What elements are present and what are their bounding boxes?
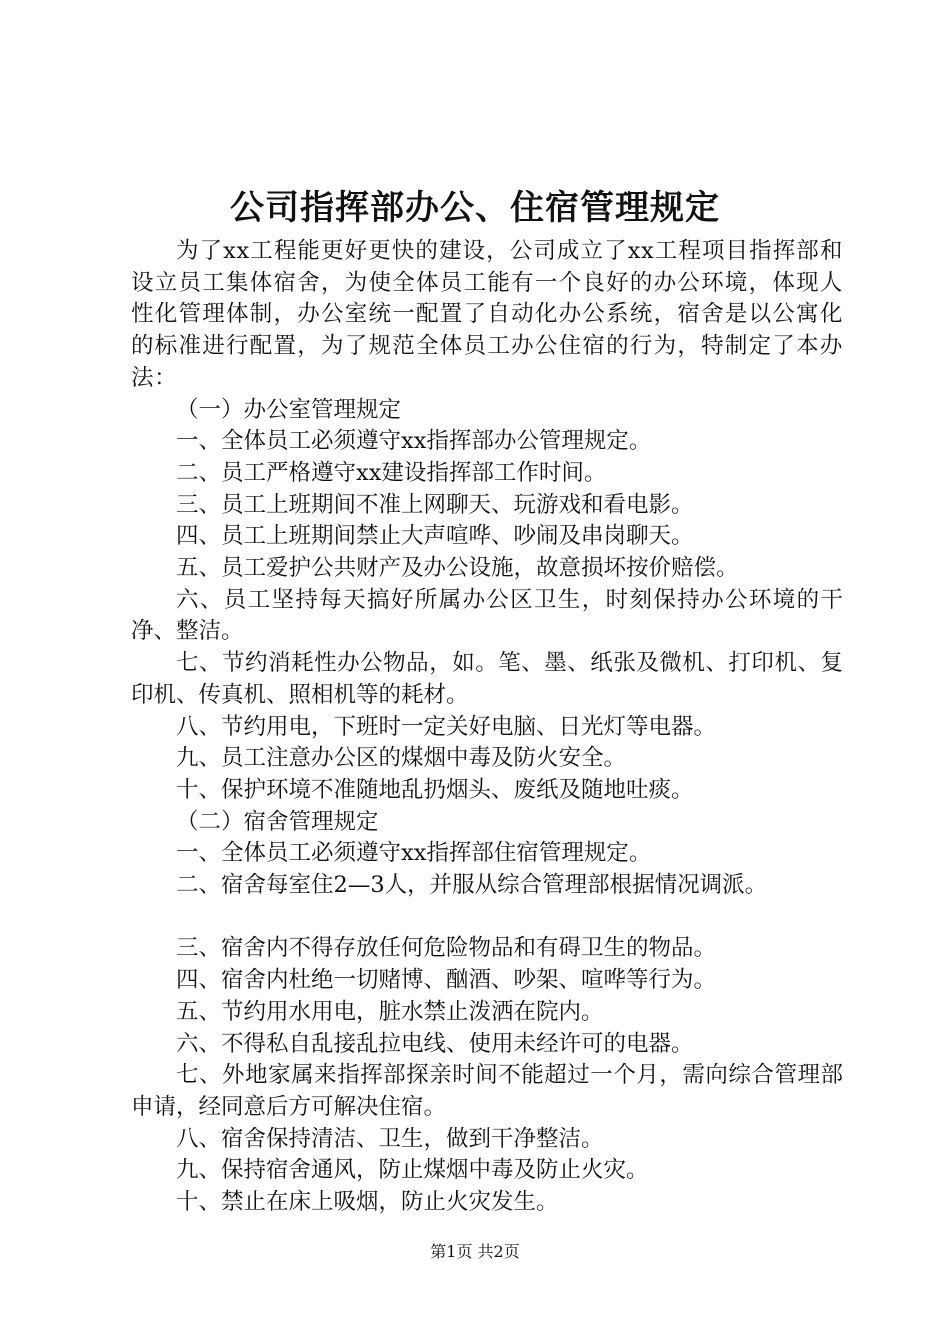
office-rule-8: 八、节约用电，下班时一定关好电脑、日光灯等电器。 [176, 713, 717, 740]
office-rule-9: 九、员工注意办公区的煤烟中毒及防火安全。 [176, 745, 627, 772]
office-rule-10: 十、保护环境不准随地乱扔烟头、废纸及随地吐痰。 [176, 776, 694, 803]
office-rule-2: 二、员工严格遵守xx建设指挥部工作时间。 [176, 459, 607, 486]
dorm-rule-2: 二、宿舍每室住2—3人，并服从综合管理部根据情况调派。 [176, 872, 768, 899]
dorm-rule-4: 四、宿舍内杜绝一切赌博、酗酒、吵架、喧哗等行为。 [176, 967, 717, 994]
intro-paragraph: 为了xx工程能更好更快的建设，公司成立了xx工程项目指挥部和设立员工集体宿舍，为使全体员工能有一个良好的办公环境，体现人性化管理体制，办公室统一配置了自动化办公系统，宿舍是以公寓化的标准进行配置，为了规范全体员工办公住宿的行为，特制定了本办法： [131, 238, 843, 391]
dorm-rule-8: 八、宿舍保持清洁、卫生，做到干净整洁。 [176, 1125, 604, 1152]
dorm-rule-1: 一、全体员工必须遵守xx指挥部住宿管理规定。 [176, 840, 652, 867]
office-rule-5: 五、员工爱护公共财产及办公设施，故意损坏按价赔偿。 [176, 555, 739, 582]
office-rule-1: 一、全体员工必须遵守xx指挥部办公管理规定。 [176, 428, 652, 455]
dorm-rule-3: 三、宿舍内不得存放任何危险物品和有碍卫生的物品。 [176, 935, 717, 962]
document-body [131, 236, 843, 1219]
office-rule-6: 六、员工坚持每天搞好所属办公区卫生，时刻保持办公环境的干净、整洁。 [131, 586, 843, 645]
dorm-rule-10: 十、禁止在床上吸烟，防止火灾发生。 [176, 1189, 559, 1216]
section-heading-dormitory: （二）宿舍管理规定 [176, 808, 379, 835]
section-heading-office: （一）办公室管理规定 [176, 396, 402, 423]
dorm-rule-9: 九、保持宿舍通风，防止煤烟中毒及防止火灾。 [176, 1157, 649, 1184]
document-title: 公司指挥部办公、住宿管理规定 [230, 188, 720, 228]
page-footer: 第1页 共2页 [430, 1242, 520, 1261]
office-rule-3: 三、员工上班期间不准上网聊天、玩游戏和看电影。 [176, 491, 694, 518]
dorm-rule-5: 五、节约用水用电，脏水禁止泼洒在院内。 [176, 998, 604, 1025]
blank-line [131, 902, 843, 934]
dorm-rule-6: 六、不得私自乱接乱拉电线、使用未经许可的电器。 [176, 1030, 694, 1057]
office-rule-7: 七、节约消耗性办公物品，如。笔、墨、纸张及微机、打印机、复印机、传真机、照相机等的耗材。 [131, 650, 843, 708]
dorm-rule-7: 七、外地家属来指挥部探亲时间不能超过一个月，需向综合管理部申请，经同意后方可解决住宿。 [131, 1062, 843, 1120]
office-rule-4: 四、员工上班期间禁止大声喧哗、吵闹及串岗聊天。 [176, 523, 694, 550]
